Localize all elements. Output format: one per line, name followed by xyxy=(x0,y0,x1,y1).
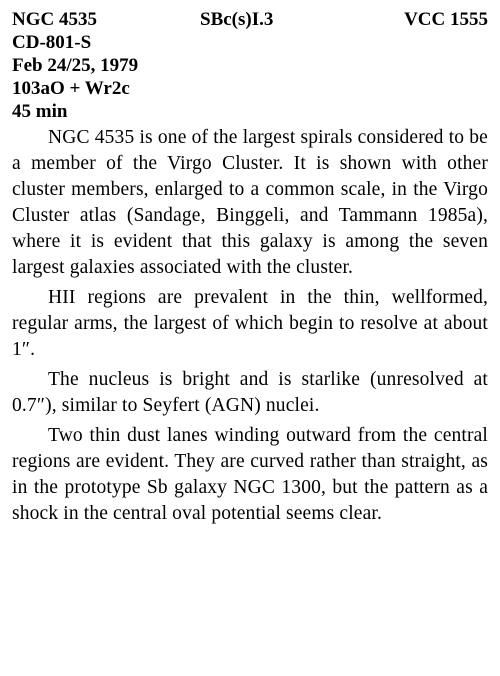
plate-id: CD-801-S xyxy=(12,32,92,53)
paragraph: Two thin dust lanes winding outward from the central regions are evident. They are curved rather than straight, as in the prototype Sb galaxy NGC 1300, but the pattern as a shock in the central oval potential seems clear. xyxy=(12,425,488,524)
document-page xyxy=(12,8,488,531)
exposure-time: 45 min xyxy=(12,101,68,122)
header-row xyxy=(12,8,488,31)
catalog-id: VCC 1555 xyxy=(404,9,488,30)
paragraph: The nucleus is bright and is starlike (unresolved at 0.7″), similar to Seyfert (AGN) nuclei. xyxy=(12,369,488,416)
description-body xyxy=(12,125,488,527)
morphological-type: SBc(s)I.3 xyxy=(200,9,274,30)
observation-date: Feb 24/25, 1979 xyxy=(12,55,139,76)
paragraph: HII regions are prevalent in the thin, wellformed, regular arms, the largest of which begin to resolve at about 1″. xyxy=(12,287,488,360)
emulsion-filter: 103aO + Wr2c xyxy=(12,78,130,99)
paragraph: NGC 4535 is one of the largest spirals considered to be a member of the Virgo Cluster. It is shown with other cluster members, enlarged to a common scale, in the Virgo Cluster atlas (Sandage, Binggeli, and Tammann 1985a), where it is evident that this galaxy is among the seven largest galaxies associated with the cluster. xyxy=(12,127,488,278)
object-name: NGC 4535 xyxy=(12,9,97,30)
